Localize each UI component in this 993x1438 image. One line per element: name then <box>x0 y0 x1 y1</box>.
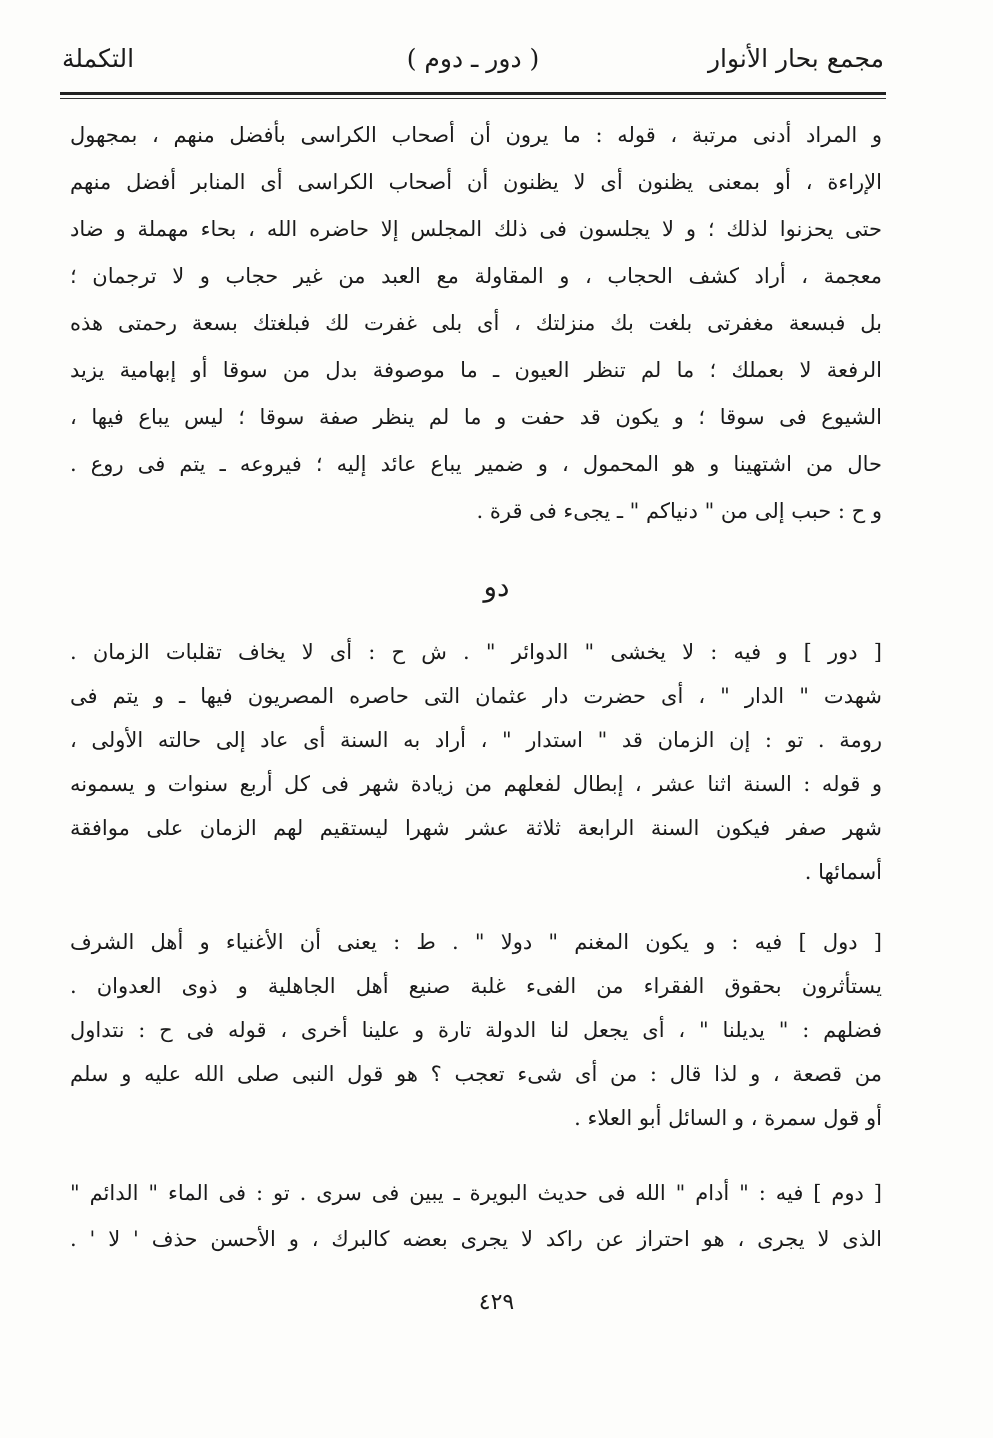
text-line: [ دول ] فيه : و يكون المغنم " دولا " . ط : يعنى أن الأغنياء و أهل الشرف <box>70 930 882 954</box>
text-line: أسمائها . <box>804 860 882 884</box>
text-line: حال من اشتهينا و هو المحمول ، و ضمير يباع عائد إليه ؛ فيروعه ـ يتم فى روع . <box>70 452 882 476</box>
section-heading: دو <box>483 570 510 603</box>
text-line: فضلهم : " يديلنا " ، أى يجعل لنا الدولة تارة و علينا أخرى ، قوله فى ح : نتداول <box>70 1018 882 1042</box>
text-line: معجمة ، أراد كشف الحجاب ، و المقاولة مع العبد من غير حجاب و لا ترجمان ؛ <box>70 264 882 288</box>
text-line: رومة . تو : إن الزمان قد " استدار " ، أراد به السنة أى عاد إلى حالته الأولى ، <box>70 728 882 752</box>
header-book-title: مجمع بحار الأنوار <box>707 44 884 73</box>
text-line: من قصعة ، و لذا قال : من أى شىء تعجب ؟ هو قول النبى صلى الله عليه و سلم <box>70 1062 882 1086</box>
header-section-name: التكملة <box>62 44 135 73</box>
text-line: يستأثرون بحقوق الفقراء من الفىء غلبة صنيع أهل الجاهلية و ذوى العدوان . <box>70 974 882 998</box>
entry-dawm <box>70 1170 882 1262</box>
text-line: و قوله : السنة اثنا عشر ، إبطال لفعلهم من زيادة شهر فى كل أربع سنوات و يسمونه <box>70 772 882 796</box>
header-entry-range: ( دور ـ دوم ) <box>406 44 540 73</box>
header-rule-thick <box>60 92 886 95</box>
text-line: أو قول سمرة ، و السائل أبو العلاء . <box>574 1106 882 1130</box>
text-line: الإراءة ، أو بمعنى يظنون أى لا يظنون أن أصحاب الكراسى أى المنابر أفضل منهم <box>70 170 882 194</box>
text-line: [ دوم ] فيه : " أدام " الله فى حديث البويرة ـ يبين فى سرى . تو : فى الماء " الدائم " <box>70 1181 882 1205</box>
text-line: [ دور ] و فيه : لا يخشى " الدوائر " . ش ح : أى لا يخاف تقلبات الزمان . <box>70 640 882 664</box>
text-line: حتى يحزنوا لذلك ؛ و لا يجلسون فى ذلك المجلس إلا حاضره الله ، بحاء مهملة و ضاد <box>70 217 882 241</box>
text-line: شهدت " الدار " ، أى حضرت دار عثمان التى حاصره المصريون فيها ـ و يتم فى <box>70 684 882 708</box>
header-rule-thin <box>60 98 886 99</box>
text-line: الرفعة لا بعملك ؛ ما لم تنظر العيون ـ ما موصوفة بدل من سوقا أو إبهامية يزيد <box>70 358 882 382</box>
text-line: الشيوع فى سوقا ؛ و يكون قد حفت و ما لم ينظر صفة سوقا ؛ ليس يباع فيها ، <box>70 405 882 429</box>
entry-dawl <box>70 920 882 1140</box>
text-line: الذى لا يجرى ، هو احتراز عن راكد لا يجرى بعضه كالبرك ، و الأحسن حذف ' لا ' . <box>70 1227 882 1251</box>
text-line: شهر صفر فيكون السنة الرابعة ثلاثة عشر شهرا ليستقيم لهم الزمان على موافقة <box>70 816 882 840</box>
running-header <box>62 40 884 90</box>
text-line: و ح : حبب إلى من " دنياكم " ـ يجىء فى قرة . <box>476 499 882 523</box>
page-number: ٤٢٩ <box>478 1290 515 1315</box>
paragraph-continuation <box>70 112 882 535</box>
text-line: بل فبسعة مغفرتى بلغت بك منزلتك ، أى بلى غفرت لك فبلغتك بسعة رحمتى هذه <box>70 311 882 335</box>
entry-dawr <box>70 630 882 894</box>
text-line: و المراد أدنى مرتبة ، قوله : ما يرون أن أصحاب الكراسى بأفضل منهم ، بمجهول <box>70 123 882 147</box>
